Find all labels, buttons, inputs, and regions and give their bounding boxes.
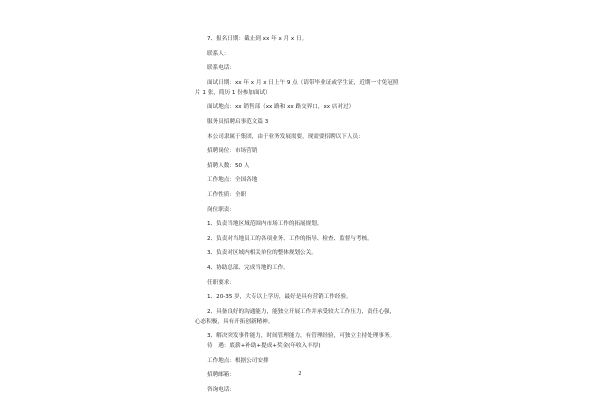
document-line: 任职要求：: [207, 279, 235, 286]
document-line: 4、协助总部、完成当地的工作。: [207, 264, 289, 271]
document-line: 服务员招聘启事范文篇 3: [207, 118, 269, 125]
document-body: [195, 36, 425, 402]
document-line: 1、负责当地区域范围内市场工作的拓展规划。: [207, 221, 323, 228]
document-line: 7、报名日期：截止到 xx 年 x 月 x 日。: [207, 36, 308, 42]
document-line: 招聘邮箱：: [207, 372, 235, 379]
document-line: 联系人：: [207, 50, 230, 57]
document-line: 本公司隶属于集团，由于业务发展需要，现需要招聘以下人员：: [207, 133, 364, 140]
document-line: 联系电话：: [207, 65, 235, 72]
document-line: 工作地点：全国各地: [207, 177, 258, 184]
document-line: 2、负责对当地员工的各项业务、工作的指导、检查、监督与考核。: [207, 235, 373, 242]
document-line: 岗位职责：: [207, 206, 235, 213]
document-line: 1、20-35 岁，大专以上学历，最好是具有营销工作经验。: [207, 294, 352, 301]
document-line: 咨询电话：: [207, 387, 235, 394]
document-line: 工作性质：全职: [207, 191, 247, 198]
document-line: 3、解决突发事件能力，时间管理能力，有管理经验，可独立主持处理事务。: [207, 333, 396, 340]
document-line: 心态积极，具有开拓创新精神。: [195, 318, 274, 325]
document-line: 片 1 张，简历 1 份参加面试）: [195, 89, 271, 96]
document-line: 招聘人数：50 人: [207, 162, 250, 169]
document-line: 2、具备良好的沟通能力，能独立开展工作并承受较大工作压力，责任心强，: [207, 308, 396, 315]
document-line: 面试地点：xx 销售部（xx 路和 xx 路交界口，xx 店对过）: [207, 104, 355, 111]
page-number: 2: [298, 371, 302, 377]
document-line: 面试日期：xx 年 x 月 x 日上午 9 点（请带毕业证或学生证，近期一寸免冠照: [207, 79, 399, 86]
document-line: 待 遇：底薪+补助+提成+奖金(年收入丰厚): [207, 343, 321, 350]
document-line: 工作地点：根据公司安排: [207, 357, 269, 364]
document-line: 3、负责对区域内相关单位的整体规划公关。: [207, 250, 317, 257]
document-line: 招聘岗位：市场营销: [207, 148, 258, 155]
